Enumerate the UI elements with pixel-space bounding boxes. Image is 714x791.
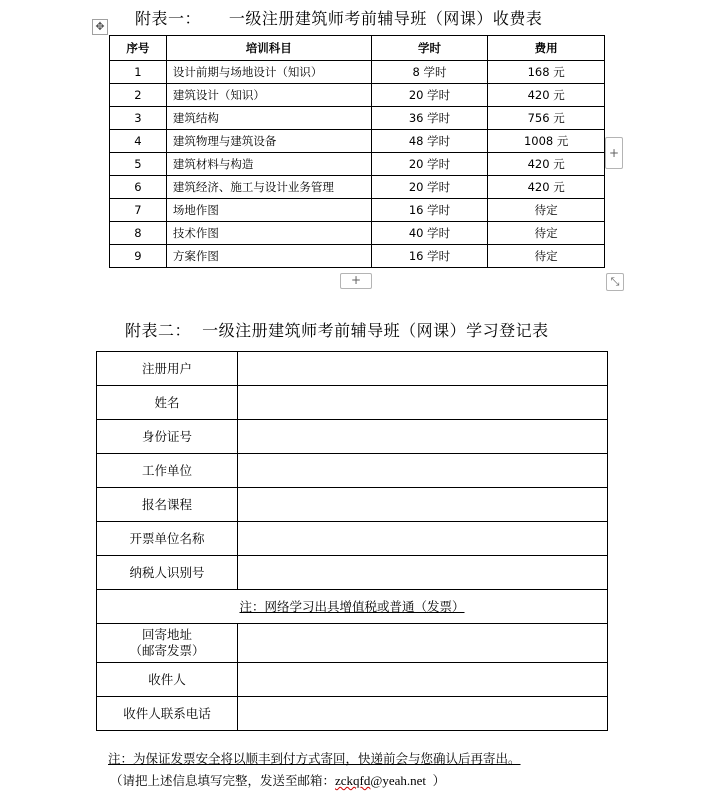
row-fee: 待定 <box>488 222 605 245</box>
row-hours: 20 学时 <box>371 84 488 107</box>
email-address-user: zckqfd <box>335 773 371 788</box>
row-index: 5 <box>110 153 167 176</box>
row-hours: 16 学时 <box>371 199 488 222</box>
table-resize-handle-icon[interactable]: ⤡ <box>606 273 624 291</box>
field-value-cell[interactable] <box>238 386 608 420</box>
row-index: 9 <box>110 245 167 268</box>
row-subject: 方案作图 <box>166 245 371 268</box>
table-row <box>110 245 605 268</box>
mail-address-sublabel: （邮寄发票） <box>129 643 205 658</box>
mail-address-label: 回寄地址 <box>141 627 192 642</box>
row-fee: 1008 元 <box>488 130 605 153</box>
row-index: 7 <box>110 199 167 222</box>
row-hours: 36 学时 <box>371 107 488 130</box>
field-label: 工作单位 <box>97 454 238 488</box>
field-label: 注册用户 <box>97 352 238 386</box>
row-subject: 建筑经济、施工与设计业务管理 <box>166 176 371 199</box>
field-label: 收件人 <box>97 663 238 697</box>
row-fee: 420 元 <box>488 153 605 176</box>
table-row <box>110 153 605 176</box>
form-row <box>97 386 608 420</box>
row-hours: 20 学时 <box>371 153 488 176</box>
row-index: 8 <box>110 222 167 245</box>
table-row <box>110 199 605 222</box>
fee-table-title: 附表一： 一级注册建筑师考前辅导班（网课）收费表 <box>135 9 543 28</box>
shipping-note: 注：为保证发票安全将以顺丰到付方式寄回，快递前会与您确认后再寄出。 <box>108 751 521 766</box>
fee-table <box>109 35 605 268</box>
row-index: 2 <box>110 84 167 107</box>
row-fee: 420 元 <box>488 176 605 199</box>
header-index: 序号 <box>110 36 167 61</box>
row-index: 3 <box>110 107 167 130</box>
field-value-cell[interactable] <box>238 697 608 731</box>
field-value-cell[interactable] <box>238 522 608 556</box>
submission-note <box>110 770 446 789</box>
form-row <box>97 352 608 386</box>
form-row <box>97 663 608 697</box>
add-column-plus-icon[interactable]: + <box>605 137 623 169</box>
add-row-plus-icon[interactable]: + <box>340 273 372 289</box>
table-row <box>110 222 605 245</box>
table-row <box>110 84 605 107</box>
row-fee: 420 元 <box>488 84 605 107</box>
field-value-cell[interactable] <box>238 556 608 590</box>
form-row <box>97 624 608 663</box>
form-row <box>97 488 608 522</box>
row-subject: 场地作图 <box>166 199 371 222</box>
header-fee: 费用 <box>488 36 605 61</box>
row-hours: 8 学时 <box>371 61 488 84</box>
field-value-cell[interactable] <box>238 624 608 663</box>
row-hours: 20 学时 <box>371 176 488 199</box>
row-hours: 40 学时 <box>371 222 488 245</box>
row-index: 1 <box>110 61 167 84</box>
row-index: 4 <box>110 130 167 153</box>
row-hours: 16 学时 <box>371 245 488 268</box>
row-subject: 建筑材料与构造 <box>166 153 371 176</box>
field-value-cell[interactable] <box>238 454 608 488</box>
row-fee: 756 元 <box>488 107 605 130</box>
form-row <box>97 556 608 590</box>
field-label: 收件人联系电话 <box>97 697 238 731</box>
registration-table <box>96 351 608 731</box>
table-row <box>110 107 605 130</box>
fee-table-header-row <box>110 36 605 61</box>
header-hours: 学时 <box>371 36 488 61</box>
field-label: 姓名 <box>97 386 238 420</box>
row-fee: 待定 <box>488 245 605 268</box>
field-value-cell[interactable] <box>238 488 608 522</box>
table-row <box>110 130 605 153</box>
row-subject: 建筑结构 <box>166 107 371 130</box>
table-move-handle-icon[interactable]: ✥ <box>92 19 108 35</box>
table-row <box>110 61 605 84</box>
form-row <box>97 420 608 454</box>
table-row <box>110 176 605 199</box>
invoice-note-row <box>97 590 608 624</box>
row-fee: 168 元 <box>488 61 605 84</box>
row-subject: 技术作图 <box>166 222 371 245</box>
form-row <box>97 454 608 488</box>
field-value-cell[interactable] <box>238 663 608 697</box>
row-subject: 设计前期与场地设计（知识） <box>166 61 371 84</box>
field-label: 报名课程 <box>97 488 238 522</box>
row-subject: 建筑物理与建筑设备 <box>166 130 371 153</box>
row-index: 6 <box>110 176 167 199</box>
field-label: 开票单位名称 <box>97 522 238 556</box>
form-row <box>97 697 608 731</box>
email-address-domain: @yeah.net ） <box>370 773 446 788</box>
invoice-note: 注：网络学习出具增值税或普通（发票） <box>97 590 608 624</box>
form-row <box>97 522 608 556</box>
field-label: 身份证号 <box>97 420 238 454</box>
field-label: 纳税人识别号 <box>97 556 238 590</box>
row-fee: 待定 <box>488 199 605 222</box>
field-value-cell[interactable] <box>238 420 608 454</box>
header-subject: 培训科目 <box>166 36 371 61</box>
field-value-cell[interactable] <box>238 352 608 386</box>
row-subject: 建筑设计（知识） <box>166 84 371 107</box>
field-label-mail-address <box>97 624 238 663</box>
row-hours: 48 学时 <box>371 130 488 153</box>
registration-table-title: 附表二： 一级注册建筑师考前辅导班（网课）学习登记表 <box>125 321 549 340</box>
submission-note-prefix: （请把上述信息填写完整，发送至邮箱： <box>110 773 336 788</box>
